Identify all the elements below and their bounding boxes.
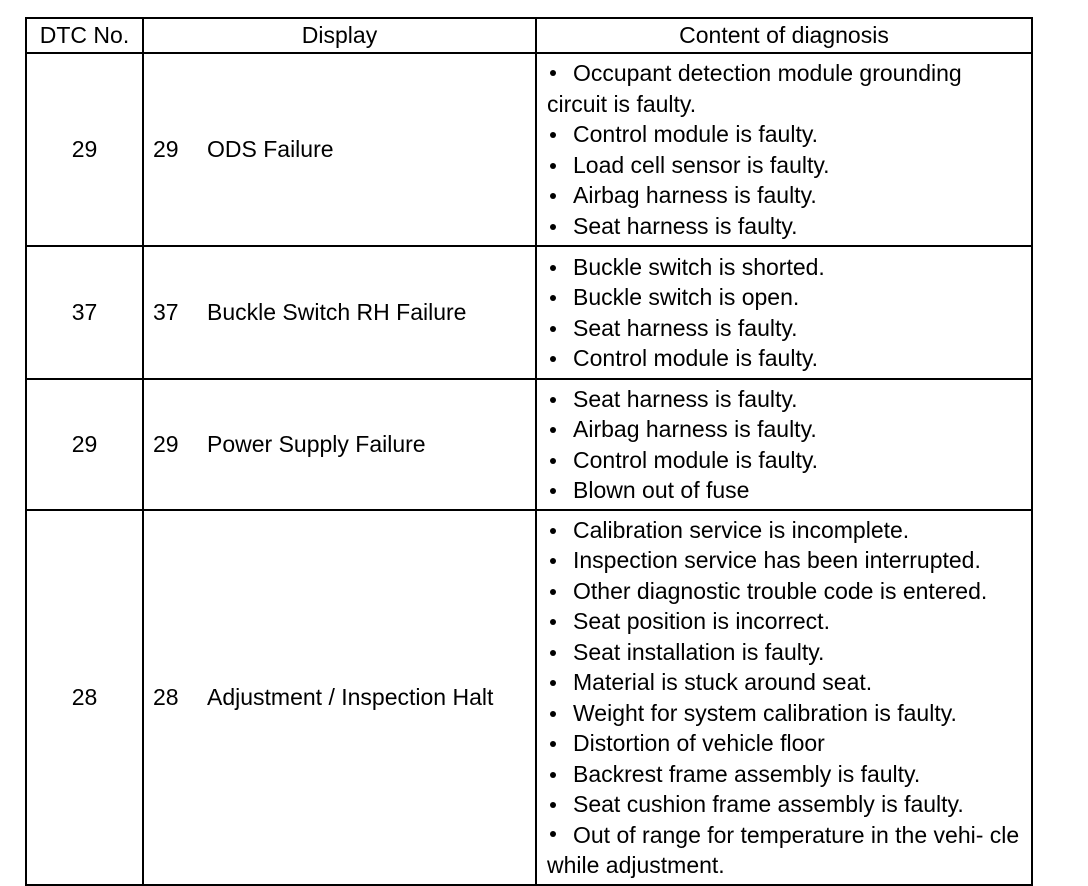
cause-item: Airbag harness is faulty. xyxy=(573,416,817,442)
bullet-icon xyxy=(547,829,573,839)
display-code: 29 xyxy=(153,431,179,458)
header-content: Content of diagnosis xyxy=(536,18,1032,53)
cause-item: Calibration service is incomplete. xyxy=(573,516,910,543)
cause-item: Distortion of vehicle floor xyxy=(573,730,825,756)
table-row xyxy=(26,379,1032,510)
dtc-number: 29 xyxy=(26,379,143,510)
table-row xyxy=(26,510,1032,885)
display-cell xyxy=(143,53,536,246)
header-dtc-no: DTC No. xyxy=(26,18,143,53)
cause-item: Blown out of fuse xyxy=(573,477,750,503)
table-row xyxy=(26,246,1032,379)
cause-list xyxy=(547,515,1027,881)
cause-item: Seat harness is faulty. xyxy=(573,314,798,341)
cause-item: Seat harness is faulty. xyxy=(573,385,798,412)
cause-item: Backrest frame assembly is faulty. xyxy=(573,760,921,787)
table-header-row xyxy=(26,18,1032,53)
header-display: Display xyxy=(143,18,536,53)
content-cell xyxy=(536,510,1032,885)
cause-list xyxy=(547,252,1027,374)
cause-item: Buckle switch is shorted. xyxy=(573,253,825,280)
display-code: 37 xyxy=(153,299,179,326)
cause-item: Control module is faulty. xyxy=(573,446,819,473)
cause-item: Material is stuck around seat. xyxy=(573,669,873,695)
cause-item: Occupant detection module grounding circuit is faulty. xyxy=(547,60,962,117)
cause-item: Seat cushion frame assembly is faulty. xyxy=(573,791,964,817)
cause-item: Out of range for temperature in the vehi- cle while adjustment. xyxy=(547,821,1020,878)
dtc-number: 28 xyxy=(26,510,143,885)
display-text: Power Supply Failure xyxy=(207,431,426,458)
cause-item: Airbag harness is faulty. xyxy=(573,182,817,208)
cause-list xyxy=(547,384,1027,506)
cause-item: Buckle switch is open. xyxy=(573,284,800,310)
cause-item: Seat harness is faulty. xyxy=(573,212,798,239)
display-text: Adjustment / Inspection Halt xyxy=(207,684,494,711)
content-cell xyxy=(536,379,1032,510)
cause-item: Control module is faulty. xyxy=(573,345,819,371)
cause-item: Inspection service has been interrupted. xyxy=(573,547,981,573)
cause-item: Control module is faulty. xyxy=(573,121,819,147)
cause-item: Load cell sensor is faulty. xyxy=(573,151,830,178)
cause-list xyxy=(547,58,1027,241)
content-cell xyxy=(536,53,1032,246)
cause-item: Seat position is incorrect. xyxy=(573,608,830,634)
content-cell xyxy=(536,246,1032,379)
display-text: Buckle Switch RH Failure xyxy=(207,299,467,326)
display-text: ODS Failure xyxy=(207,136,334,163)
display-code: 28 xyxy=(153,684,179,711)
cause-item: Weight for system calibration is faulty. xyxy=(573,699,957,726)
display-cell xyxy=(143,510,536,885)
dtc-table xyxy=(25,17,1033,886)
cause-item: Other diagnostic trouble code is entered. xyxy=(573,577,988,604)
dtc-number: 37 xyxy=(26,246,143,379)
dtc-number: 29 xyxy=(26,53,143,246)
display-code: 29 xyxy=(153,136,179,163)
cause-item: Seat installation is faulty. xyxy=(573,638,825,665)
display-cell xyxy=(143,246,536,379)
table-row xyxy=(26,53,1032,246)
display-cell xyxy=(143,379,536,510)
bullet-icon xyxy=(547,68,573,78)
